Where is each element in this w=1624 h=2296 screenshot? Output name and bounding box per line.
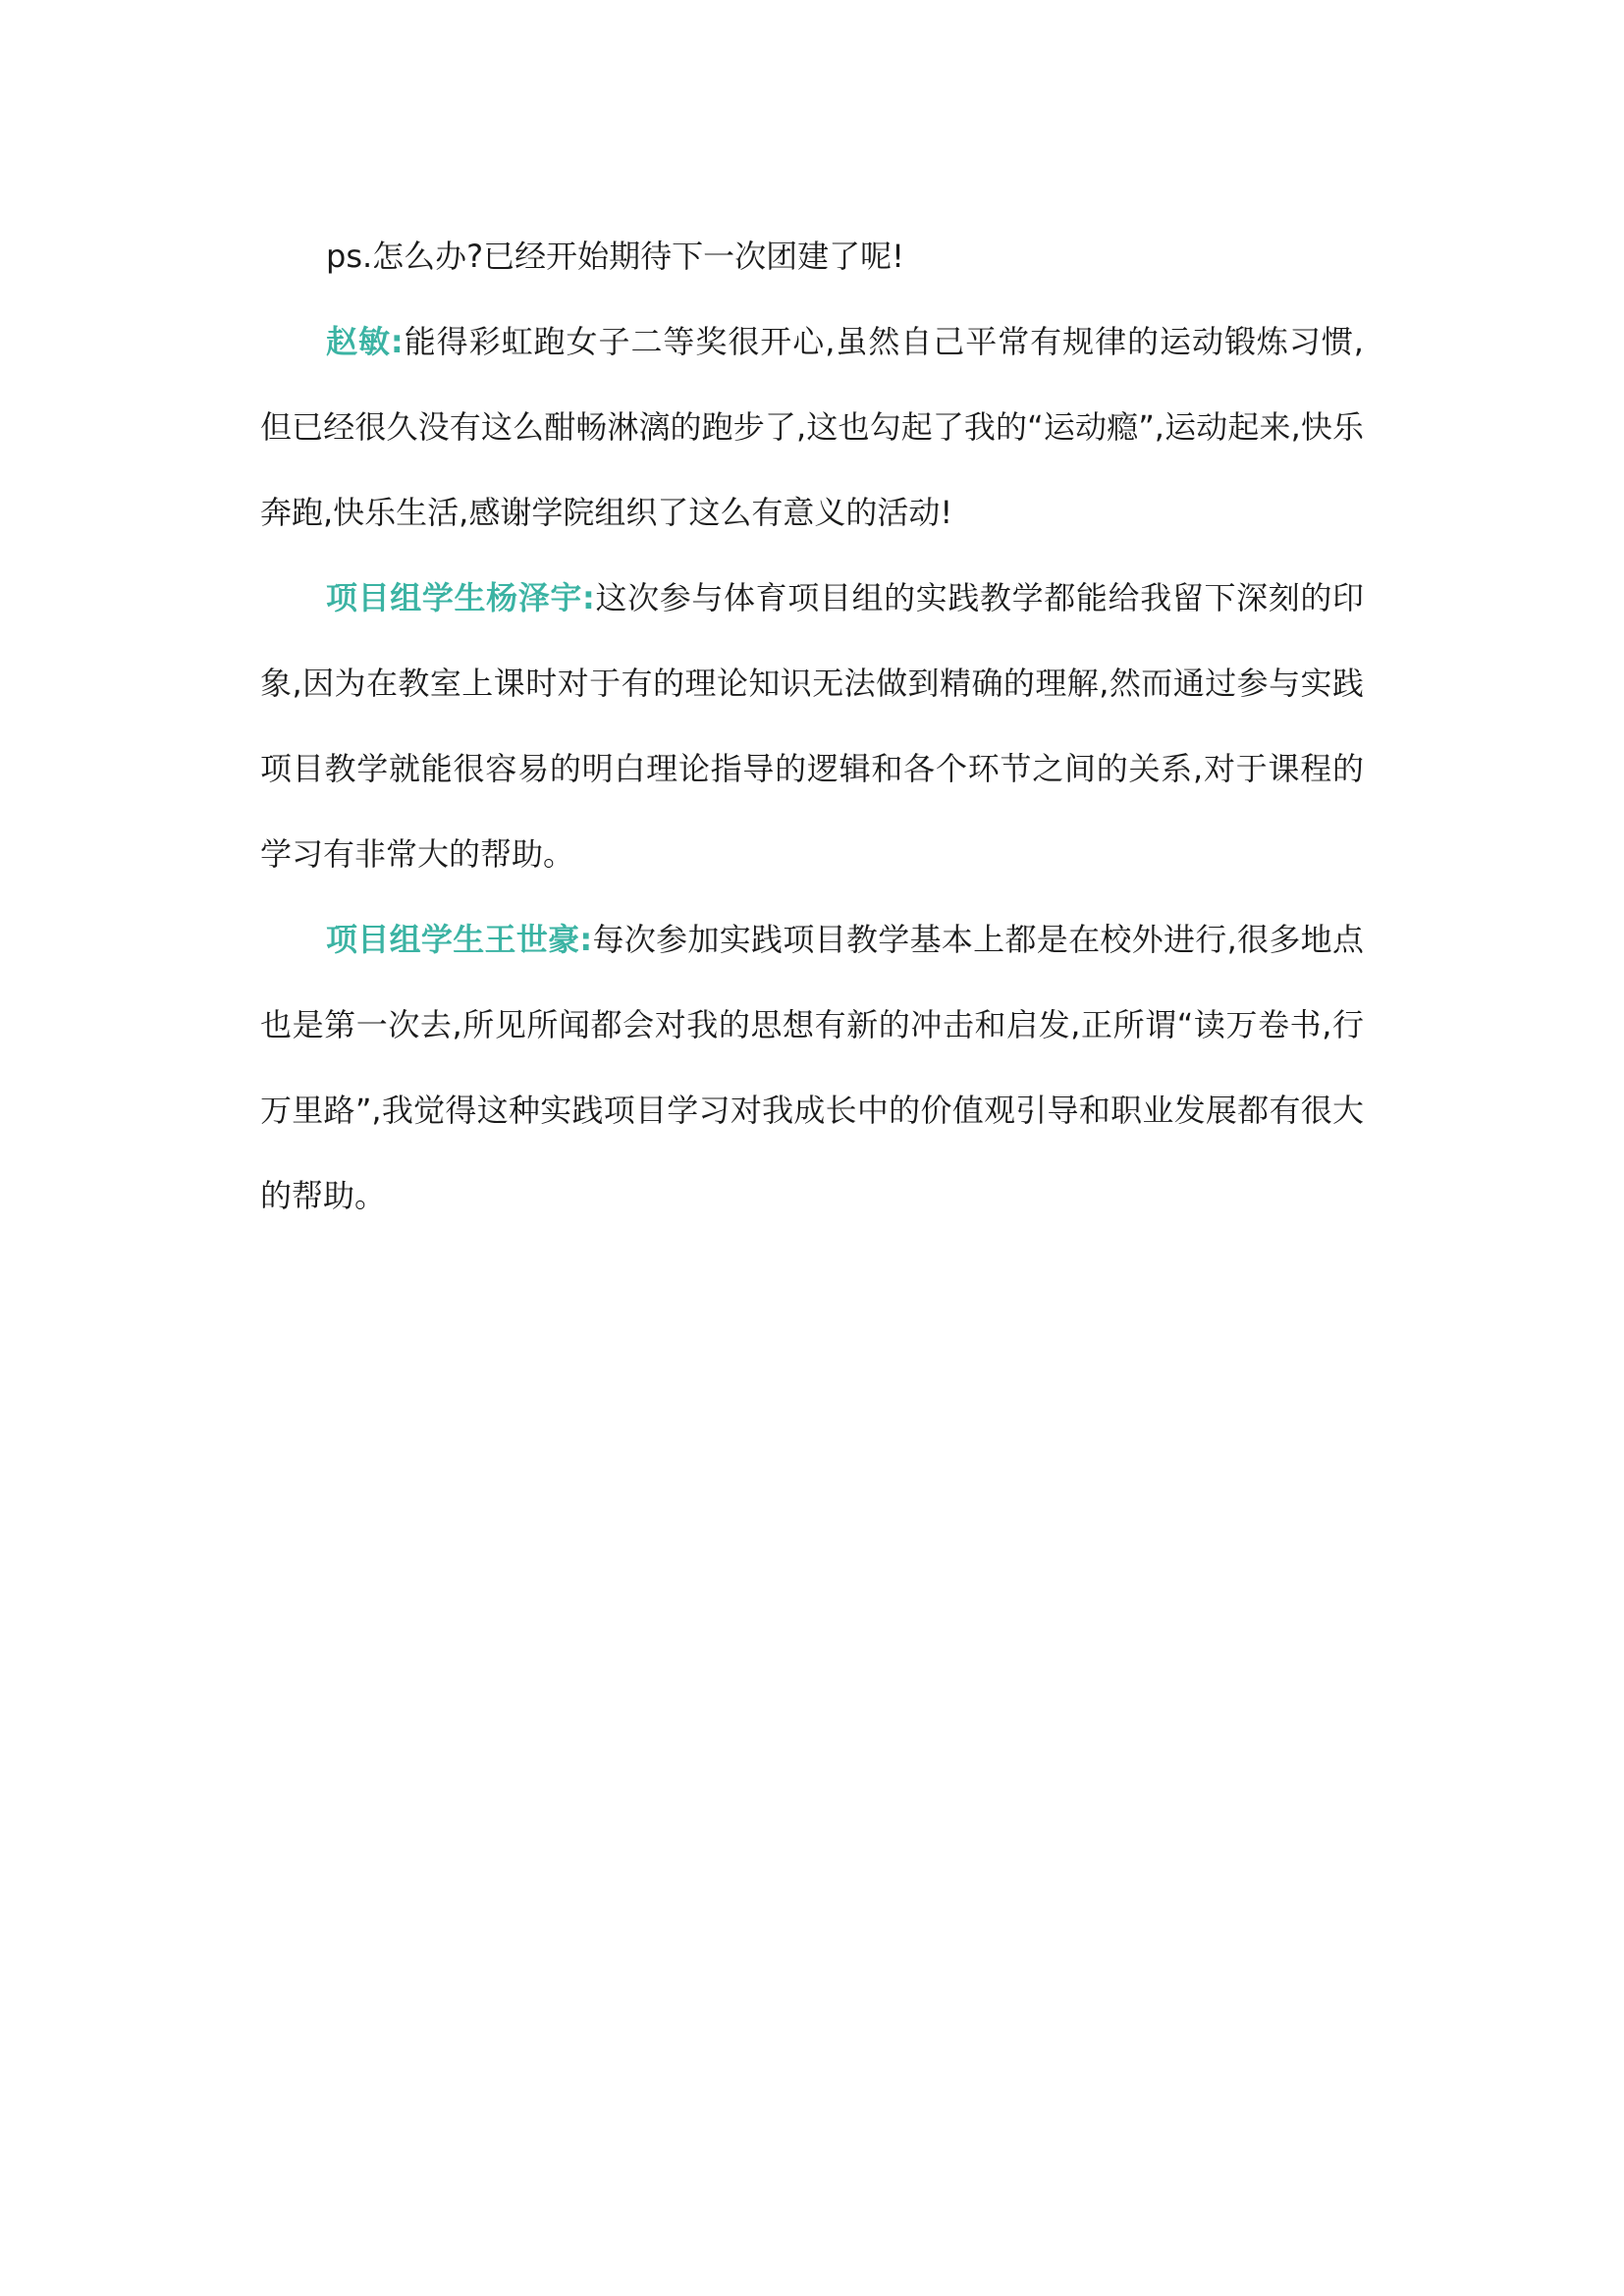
paragraph-ps xyxy=(260,214,1364,299)
paragraph-wang-shihao-text: 每次参加实践项目教学基本上都是在校外进行,很多地点也是第一次去,所见所闻都会对我的思想有新的冲击和启发,正所谓“读万卷书,行万里路”,我觉得这种实践项目学习对我成长中的价值观引导和职业发展都有很大的帮助。 xyxy=(260,921,1364,1214)
speaker-label-zhao-min: 赵敏: xyxy=(326,323,404,360)
paragraph-wang-shihao xyxy=(260,897,1364,1239)
speaker-label-wang-shihao: 项目组学生王世豪: xyxy=(326,921,593,958)
paragraph-ps-text: ps.怎么办?已经开始期待下一次团建了呢! xyxy=(326,238,904,275)
paragraph-yang-zeyu-text: 这次参与体育项目组的实践教学都能给我留下深刻的印象,因为在教室上课时对于有的理论知识无法做到精确的理解,然而通过参与实践项目教学就能很容易的明白理论指导的逻辑和各个环节之间的关系,对于课程的学习有非常大的帮助。 xyxy=(260,579,1364,873)
paragraph-yang-zeyu xyxy=(260,556,1364,897)
document-body xyxy=(260,214,1364,1239)
speaker-label-yang-zeyu: 项目组学生杨泽宇: xyxy=(326,579,595,616)
paragraph-zhao-min-text: 能得彩虹跑女子二等奖很开心,虽然自己平常有规律的运动锻炼习惯,但已经很久没有这么酣畅淋漓的跑步了,这也勾起了我的“运动瘾”,运动起来,快乐奔跑,快乐生活,感谢学院组织了这么有意义的活动! xyxy=(260,323,1364,531)
paragraph-zhao-min xyxy=(260,299,1364,556)
